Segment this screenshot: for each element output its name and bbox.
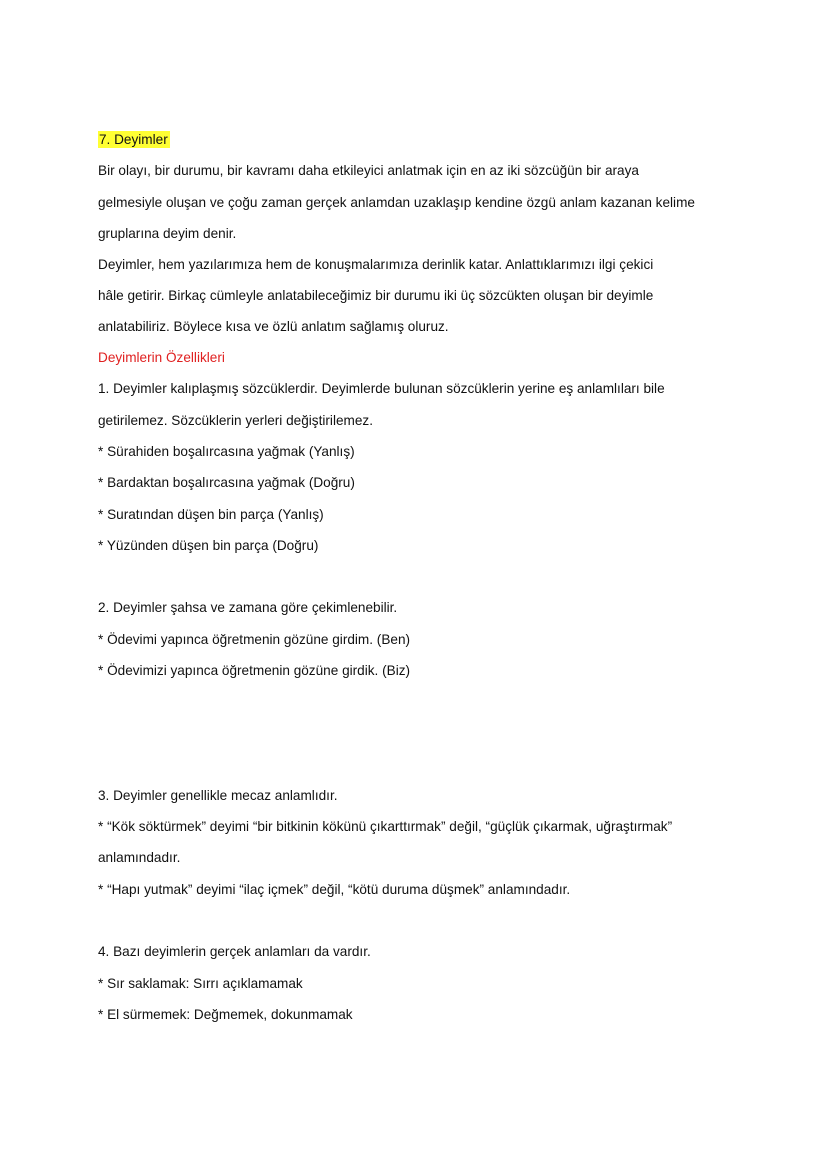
section1-line: * Sürahiden boşalırcasına yağmak (Yanlış): [98, 444, 355, 459]
section2-line: * Ödevimizi yapınca öğretmenin gözüne girdik. (Biz): [98, 663, 411, 678]
section2-line: * Ödevimi yapınca öğretmenin gözüne girdim. (Ben): [98, 632, 411, 647]
section2-line: 2. Deyimler şahsa ve zamana göre çekimlenebilir.: [98, 600, 398, 615]
section3-line: * “Kök söktürmek” deyimi “bir bitkinin kökünü çıkarttırmak” değil, “güçlük çıkarmak, uğraştırmak”: [98, 819, 673, 834]
section1-line: * Bardaktan boşalırcasına yağmak (Doğru): [98, 475, 355, 490]
section4-line: * Sır saklamak: Sırrı açıklamamak: [98, 976, 303, 991]
section1-line: * Yüzünden düşen bin parça (Doğru): [98, 538, 319, 553]
section1-line: * Suratından düşen bin parça (Yanlış): [98, 507, 324, 522]
intro-line: hâle getirir. Birkaç cümleyle anlatabileceğimiz bir durumu iki üç sözcükten oluşan bir deyimle: [98, 288, 654, 303]
intro-line: gruplarına deyim denir.: [98, 226, 237, 241]
section-heading: [98, 131, 738, 149]
section1-line: getirilemez. Sözcüklerin yerleri değiştirilemez.: [98, 413, 373, 428]
intro-line: anlatabiliriz. Böylece kısa ve özlü anlatım sağlamış oluruz.: [98, 319, 449, 334]
section1-line: 1. Deyimler kalıplaşmış sözcüklerdir. Deyimlerde bulunan sözcüklerin yerine eş anlamlıları bile: [98, 381, 665, 396]
subheading: Deyimlerin Özellikleri: [98, 350, 225, 365]
intro-line: Bir olayı, bir durumu, bir kavramı daha etkileyici anlatmak için en az iki sözcüğün bir araya: [98, 163, 639, 178]
section3-line: anlamındadır.: [98, 850, 181, 865]
section4-line: * El sürmemek: Değmemek, dokunmamak: [98, 1007, 353, 1022]
section4-line: 4. Bazı deyimlerin gerçek anlamları da vardır.: [98, 944, 371, 959]
section3-line: * “Hapı yutmak” deyimi “ilaç içmek” değil, “kötü duruma düşmek” anlamındadır.: [98, 882, 571, 897]
section3-line: 3. Deyimler genellikle mecaz anlamlıdır.: [98, 788, 338, 803]
intro-line: gelmesiyle oluşan ve çoğu zaman gerçek anlamdan uzaklaşıp kendine özgü anlam kazanan kelime: [98, 195, 695, 210]
heading-highlight: 7. Deyimler: [99, 132, 168, 147]
intro-line: Deyimler, hem yazılarımıza hem de konuşmalarımıza derinlik katar. Anlattıklarımızı ilgi çekici: [98, 257, 654, 272]
